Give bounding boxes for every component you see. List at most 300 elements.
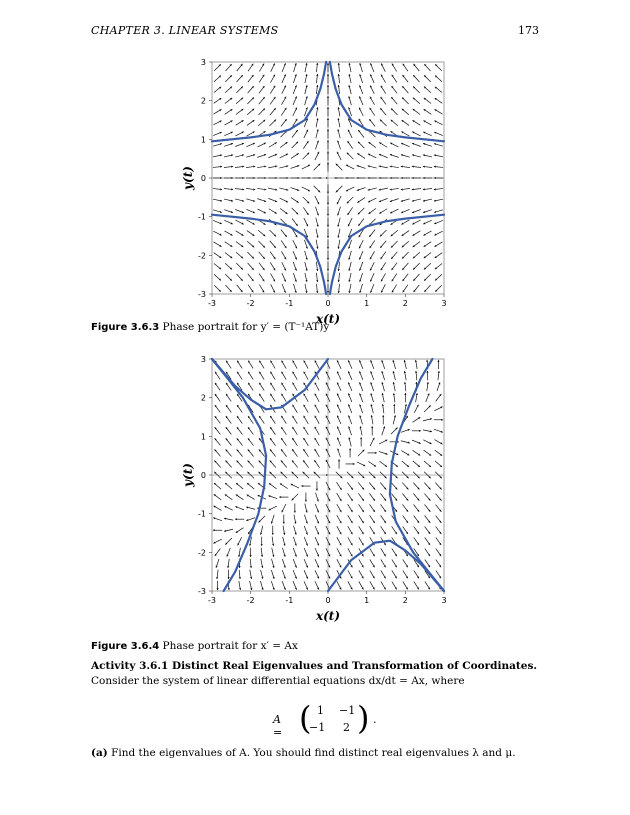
vector-arrow (327, 251, 329, 260)
vector-arrow (403, 504, 409, 511)
vector-arrow (359, 108, 363, 116)
vector-arrow (281, 240, 286, 248)
vector-arrow (434, 407, 442, 411)
vector-arrow (438, 371, 440, 380)
vector-arrow (424, 405, 431, 412)
vector-arrow (271, 515, 274, 524)
trajectory-curve-3 (212, 215, 326, 294)
vector-arrow (270, 241, 276, 248)
vector-arrow (434, 429, 443, 432)
matrix-cell-1-2: −1 (339, 704, 356, 717)
vector-arrow (215, 438, 221, 445)
vector-arrow (316, 273, 318, 282)
x-tick-label: 1 (364, 299, 370, 308)
vector-arrow (315, 548, 319, 556)
vector-arrow (359, 537, 364, 545)
vector-arrow (316, 107, 318, 116)
vector-arrow (293, 570, 297, 579)
vector-arrow (380, 108, 386, 115)
vector-arrow (315, 581, 319, 589)
vector-arrow (437, 360, 439, 369)
vector-arrow (413, 274, 419, 281)
vector-arrow (435, 461, 442, 467)
vector-arrow (434, 419, 443, 421)
vector-arrow (294, 63, 297, 72)
vector-arrow (215, 449, 221, 456)
vector-arrow (248, 75, 254, 82)
figure1-caption-label: Figure 3.6.3 (91, 322, 160, 333)
vector-arrow (435, 494, 441, 501)
vector-arrow (370, 262, 374, 270)
vector-arrow (225, 494, 233, 499)
vector-arrow (224, 177, 233, 179)
vector-arrow (401, 188, 410, 190)
vector-arrow (269, 142, 277, 147)
vector-arrow (359, 240, 363, 248)
vector-arrow (215, 394, 220, 402)
vector-arrow (423, 430, 432, 432)
vector-arrow (224, 188, 233, 190)
vector-arrow (423, 177, 432, 179)
vector-arrow (293, 251, 297, 260)
vector-arrow (402, 461, 409, 467)
vector-arrow (337, 140, 340, 149)
vector-arrow (393, 382, 395, 391)
vector-arrow (303, 207, 308, 215)
vector-arrow (237, 537, 241, 545)
vector-arrow (371, 415, 373, 424)
vector-arrow (283, 537, 286, 546)
vector-arrow (337, 196, 341, 204)
vector-arrow (292, 438, 297, 446)
vector-arrow (412, 120, 420, 125)
vector-arrow (348, 537, 353, 545)
vector-arrow (258, 230, 265, 236)
vector-arrow (327, 118, 329, 127)
y-tick-label: -2 (198, 251, 206, 261)
vector-arrow (381, 63, 385, 71)
vector-arrow (225, 285, 231, 292)
vector-arrow (379, 165, 388, 167)
vector-arrow (304, 218, 308, 226)
vector-arrow (304, 548, 308, 557)
vector-arrow (381, 252, 386, 260)
vector-arrow (261, 548, 263, 557)
vector-arrow (315, 493, 318, 502)
vector-arrow (327, 151, 329, 160)
vector-arrow (270, 449, 276, 456)
vector-arrow (424, 75, 431, 82)
vector-arrow (413, 252, 420, 258)
vector-arrow (290, 188, 299, 191)
vector-arrow (294, 284, 297, 293)
vector-arrow (368, 198, 376, 202)
vector-arrow (380, 230, 387, 237)
vector-arrow (304, 405, 309, 413)
vector-arrow (423, 154, 432, 157)
vector-arrow (434, 242, 442, 247)
vector-arrow (215, 372, 220, 380)
vector-arrow (379, 198, 388, 202)
vector-arrow (425, 582, 430, 590)
vector-arrow (290, 177, 299, 179)
vector-arrow (246, 154, 255, 157)
vector-arrow (237, 274, 243, 281)
vector-arrow (304, 372, 308, 380)
vector-arrow (413, 461, 420, 467)
vector-arrow (337, 526, 341, 534)
vector-arrow (370, 504, 375, 512)
vector-arrow (436, 527, 442, 534)
vector-arrow (348, 218, 352, 226)
vector-arrow (359, 415, 362, 424)
vector-arrow (281, 460, 287, 467)
vector-arrow (213, 529, 222, 531)
vector-arrow (402, 252, 409, 259)
vector-arrow (259, 416, 264, 424)
vector-arrow (336, 186, 343, 193)
vector-arrow (401, 451, 409, 456)
vector-arrow (413, 263, 420, 270)
vector-arrow (412, 199, 421, 202)
vector-arrow (401, 132, 409, 137)
vector-arrow (369, 493, 375, 500)
vector-arrow (281, 394, 286, 402)
vector-arrow (359, 63, 362, 72)
vector-arrow (402, 241, 409, 247)
vector-arrow (292, 494, 299, 501)
vector-arrow (291, 153, 299, 158)
vector-arrow (224, 143, 233, 146)
vector-arrow (425, 516, 431, 523)
vector-arrow (305, 262, 308, 271)
vector-arrow (304, 559, 308, 568)
y-tick-label: 2 (200, 393, 206, 403)
vector-arrow (305, 504, 308, 513)
vector-arrow (290, 165, 299, 168)
vector-arrow (390, 209, 398, 213)
vector-arrow (370, 393, 373, 402)
vector-arrow (436, 394, 442, 401)
vector-arrow (370, 85, 374, 93)
vector-arrow (236, 483, 243, 489)
y-tick-label: -2 (198, 548, 206, 558)
vector-arrow (237, 285, 243, 292)
vector-arrow (424, 450, 432, 455)
vector-arrow (235, 518, 244, 520)
vector-arrow (413, 109, 420, 115)
trajectory-curve-4 (330, 215, 444, 294)
vector-arrow (272, 559, 275, 568)
vector-arrow (337, 515, 342, 523)
vector-arrow (412, 430, 421, 432)
vector-arrow (437, 382, 440, 391)
vector-arrow (225, 109, 233, 114)
vector-arrow (392, 582, 397, 590)
vector-arrow (259, 274, 264, 282)
vector-arrow (348, 548, 353, 556)
vector-arrow (316, 284, 318, 293)
vector-arrow (348, 207, 353, 215)
vector-arrow (403, 582, 408, 590)
vector-arrow (349, 448, 351, 457)
vector-arrow (338, 63, 340, 72)
vector-arrow (282, 63, 286, 72)
activity-body: Consider the system of linear differential equations dx/dt = Ax, where (91, 675, 465, 687)
vector-arrow (348, 141, 353, 149)
vector-arrow (423, 143, 432, 146)
vector-arrow (315, 383, 319, 391)
vector-arrow (214, 263, 221, 269)
vector-arrow (337, 393, 341, 401)
vector-arrow (215, 427, 221, 434)
vector-arrow (414, 515, 420, 522)
vector-arrow (237, 461, 243, 468)
vector-arrow (304, 537, 308, 546)
part-a-label: (a) (91, 747, 108, 759)
vector-arrow (338, 74, 340, 83)
trajectory-curve-1 (212, 62, 326, 141)
x-tick-label: -3 (208, 299, 216, 308)
vector-arrow (235, 143, 244, 147)
vector-arrow (401, 429, 410, 432)
vector-arrow (315, 140, 318, 149)
vector-arrow (237, 416, 242, 424)
vector-arrow (315, 449, 320, 457)
vector-arrow (412, 188, 421, 190)
vector-arrow (213, 517, 222, 520)
vector-arrow (337, 229, 339, 238)
vector-arrow (315, 394, 319, 402)
y-axis-label: y(t) (181, 166, 195, 190)
vector-arrow (425, 560, 430, 568)
vector-arrow (268, 188, 277, 190)
vector-arrow (235, 177, 244, 179)
vector-arrow (246, 209, 255, 213)
vector-arrow (435, 253, 443, 258)
vector-arrow (305, 492, 307, 501)
vector-arrow (315, 416, 319, 424)
vector-arrow (250, 548, 252, 557)
vector-arrow (305, 74, 308, 83)
vector-arrow (370, 360, 374, 369)
vector-arrow (413, 285, 419, 292)
vector-arrow (224, 166, 233, 168)
vector-arrow (239, 570, 241, 579)
vector-arrow (435, 274, 442, 280)
vector-arrow (224, 506, 232, 510)
vector-arrow (239, 581, 241, 590)
vector-arrow (348, 273, 351, 282)
vector-arrow (415, 371, 417, 380)
vector-arrow (224, 529, 233, 532)
vector-arrow (404, 382, 406, 391)
vector-arrow (235, 166, 244, 168)
vector-arrow (270, 97, 275, 105)
vector-arrow (402, 75, 408, 82)
figure2-caption-label: Figure 3.6.4 (91, 641, 160, 652)
vector-arrow (359, 393, 363, 402)
vector-arrow (283, 515, 285, 524)
vector-arrow (348, 85, 351, 94)
vector-arrow (337, 559, 341, 567)
vector-arrow (214, 285, 221, 292)
activity-block (91, 660, 541, 687)
vector-arrow (261, 559, 263, 568)
vector-arrow (424, 494, 430, 501)
trajectory-curve-1 (212, 359, 328, 409)
vector-arrow (238, 548, 240, 557)
vector-arrow (259, 383, 264, 391)
vector-arrow (413, 483, 419, 490)
vector-arrow (215, 549, 221, 556)
vector-arrow (347, 153, 354, 160)
vector-arrow (236, 528, 244, 533)
vector-arrow (270, 372, 275, 380)
vector-arrow (292, 427, 297, 435)
vector-arrow (380, 461, 387, 467)
vector-arrow (392, 86, 398, 93)
vector-arrow (381, 548, 386, 556)
x-tick-label: 3 (441, 299, 447, 308)
vector-arrow (257, 165, 266, 167)
vector-arrow (413, 242, 420, 248)
vector-arrow (391, 97, 397, 104)
vector-arrow (368, 452, 377, 454)
vector-arrow (303, 197, 310, 204)
y-tick-label: 2 (200, 96, 206, 106)
vector-arrow (213, 220, 222, 224)
vector-arrow (259, 372, 264, 380)
vector-arrow (315, 537, 319, 545)
vector-arrow (270, 460, 276, 467)
vector-arrow (345, 463, 354, 465)
vector-arrow (382, 382, 385, 391)
matrix-period: . (373, 713, 377, 726)
vector-arrow (413, 417, 421, 422)
vector-arrow (269, 230, 276, 237)
vector-arrow (424, 263, 431, 269)
phase-portrait-2 (181, 355, 447, 623)
vector-arrow (337, 537, 341, 545)
vector-arrow (368, 142, 375, 148)
vector-arrow (236, 252, 243, 258)
vector-arrow (381, 75, 386, 83)
vector-arrow (423, 199, 432, 202)
vector-arrow (259, 263, 265, 270)
vector-arrow (393, 404, 395, 413)
vector-arrow (270, 86, 275, 94)
vector-arrow (413, 98, 420, 104)
vector-arrow (269, 483, 276, 489)
vector-arrow (424, 109, 432, 114)
vector-arrow (213, 177, 222, 179)
vector-arrow (248, 372, 253, 380)
vector-arrow (304, 570, 308, 579)
y-axis-label: y(t) (181, 463, 195, 487)
vector-arrow (435, 483, 441, 490)
vector-arrow (257, 154, 266, 157)
vector-arrow (226, 394, 231, 402)
vector-arrow (370, 273, 374, 281)
vector-arrow (270, 108, 276, 115)
vector-arrow (424, 252, 431, 258)
vector-arrow (392, 548, 397, 556)
vector-arrow (401, 154, 410, 157)
vector-arrow (305, 273, 308, 282)
vector-arrow (225, 98, 232, 104)
vector-arrow (258, 516, 265, 523)
vector-arrow (327, 129, 329, 138)
vector-arrow (370, 581, 375, 589)
vector-arrow (237, 427, 243, 434)
vector-arrow (337, 504, 342, 512)
vector-arrow (413, 494, 419, 501)
vector-arrow (214, 274, 221, 280)
vector-arrow (214, 494, 221, 500)
vector-arrow (316, 129, 319, 138)
vector-arrow (403, 526, 408, 534)
vector-arrow (282, 97, 287, 105)
vector-arrow (272, 526, 274, 535)
vector-arrow (381, 284, 385, 292)
vector-arrow (293, 360, 298, 368)
y-tick-label: -1 (198, 212, 206, 222)
vector-arrow (337, 129, 340, 138)
vector-arrow (381, 559, 386, 567)
vector-arrow (259, 64, 264, 72)
vector-arrow (237, 64, 243, 71)
vector-arrow (282, 251, 287, 259)
vector-arrow (305, 63, 307, 72)
vector-arrow (315, 504, 319, 513)
vector-arrow (236, 263, 243, 270)
vector-arrow (248, 438, 254, 445)
vector-arrow (235, 199, 244, 202)
vector-arrow (304, 360, 308, 368)
vector-arrow (302, 187, 310, 191)
vector-arrow (316, 229, 318, 238)
vector-arrow (370, 63, 374, 72)
vector-arrow (250, 581, 253, 590)
phase-portrait-1 (181, 58, 447, 326)
vector-arrow (393, 371, 396, 380)
vector-arrow (381, 504, 386, 512)
vector-arrow (224, 518, 233, 520)
vector-arrow (412, 210, 421, 214)
vector-arrow (248, 449, 254, 456)
trajectory-curve-2 (330, 62, 444, 141)
vector-arrow (413, 75, 419, 82)
vector-arrow (269, 506, 277, 510)
vector-arrow (338, 107, 340, 116)
vector-arrow (237, 438, 243, 445)
vector-arrow (381, 581, 386, 589)
vector-arrow (358, 450, 365, 457)
vector-arrow (434, 132, 443, 136)
vector-arrow (391, 483, 397, 490)
figure2-caption (91, 640, 298, 652)
vector-arrow (404, 360, 407, 369)
vector-arrow (393, 415, 396, 424)
vector-arrow (358, 208, 365, 215)
vector-arrow (327, 184, 329, 193)
vector-arrow (403, 515, 408, 522)
vector-arrow (424, 461, 431, 467)
vector-arrow (293, 85, 297, 94)
vector-arrow (260, 526, 263, 535)
vector-arrow (348, 371, 352, 380)
